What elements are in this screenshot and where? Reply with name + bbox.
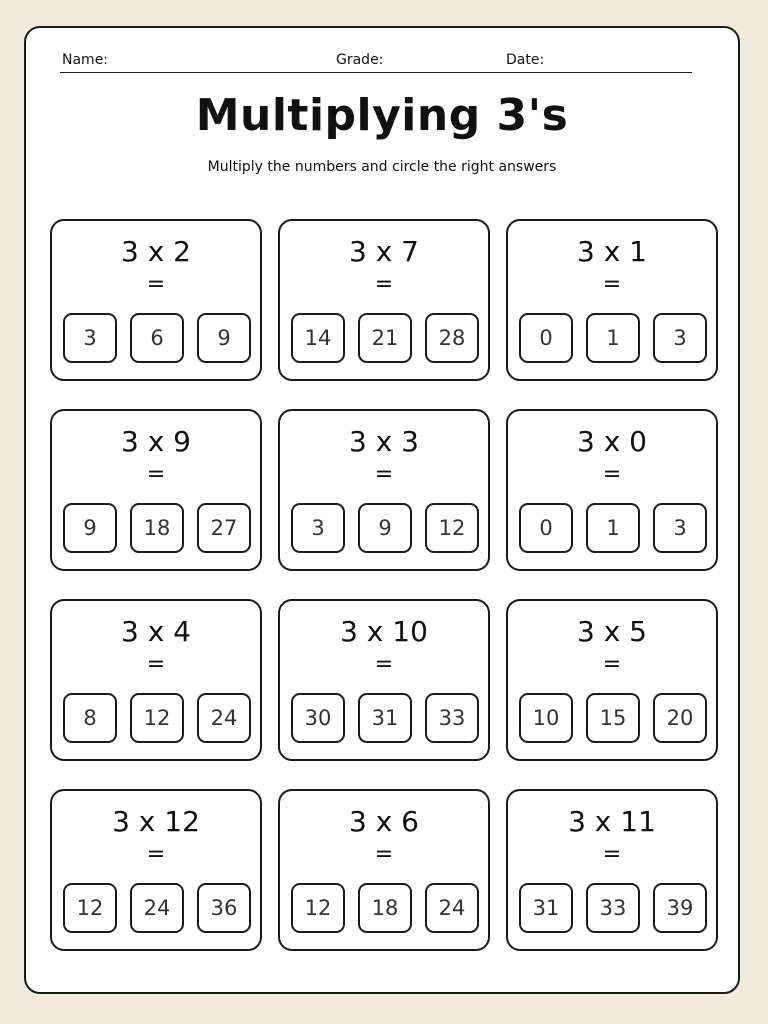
answer-choice[interactable]: 30 <box>291 693 345 743</box>
worksheet-sheet <box>24 26 740 994</box>
answer-choice[interactable]: 12 <box>130 693 184 743</box>
answer-choices <box>63 693 251 743</box>
problem-card-2 <box>278 219 490 381</box>
problem-card-3 <box>506 219 718 381</box>
answer-choice[interactable]: 3 <box>653 503 707 553</box>
answer-choice[interactable]: 9 <box>63 503 117 553</box>
answer-choices <box>291 503 479 553</box>
equals-sign: = <box>374 652 394 677</box>
problem-question: 3 x 5 <box>577 615 647 648</box>
student-info-line <box>60 48 692 73</box>
answer-choice[interactable]: 24 <box>425 883 479 933</box>
answer-choice[interactable]: 12 <box>291 883 345 933</box>
problem-card-10 <box>50 789 262 951</box>
answer-choice[interactable]: 15 <box>586 693 640 743</box>
problem-card-11 <box>278 789 490 951</box>
name-label: Name: <box>62 52 109 68</box>
answer-choice[interactable]: 1 <box>586 313 640 363</box>
answer-choice[interactable]: 27 <box>197 503 251 553</box>
answer-choice[interactable]: 24 <box>130 883 184 933</box>
problem-question: 3 x 6 <box>349 805 419 838</box>
problem-question: 3 x 1 <box>577 235 647 268</box>
answer-choice[interactable]: 9 <box>197 313 251 363</box>
answer-choices <box>63 503 251 553</box>
problem-question: 3 x 10 <box>340 615 428 648</box>
equals-sign: = <box>374 842 394 867</box>
answer-choice[interactable]: 6 <box>130 313 184 363</box>
answer-choice[interactable]: 33 <box>425 693 479 743</box>
problem-question: 3 x 4 <box>121 615 191 648</box>
date-label: Date: <box>506 52 545 68</box>
answer-choice[interactable]: 24 <box>197 693 251 743</box>
answer-choice[interactable]: 36 <box>197 883 251 933</box>
problem-card-6 <box>506 409 718 571</box>
equals-sign: = <box>146 842 166 867</box>
answer-choice[interactable]: 14 <box>291 313 345 363</box>
answer-choice[interactable]: 3 <box>291 503 345 553</box>
answer-choices <box>291 313 479 363</box>
answer-choice[interactable]: 21 <box>358 313 412 363</box>
problem-question: 3 x 2 <box>121 235 191 268</box>
equals-sign: = <box>602 462 622 487</box>
equals-sign: = <box>374 272 394 297</box>
answer-choices <box>291 693 479 743</box>
instructions-text: Multiply the numbers and circle the right answers <box>207 159 557 175</box>
problem-question: 3 x 0 <box>577 425 647 458</box>
answer-choice[interactable]: 18 <box>358 883 412 933</box>
problem-card-1 <box>50 219 262 381</box>
answer-choices <box>519 693 707 743</box>
problem-card-12 <box>506 789 718 951</box>
grade-label: Grade: <box>336 52 384 68</box>
equals-sign: = <box>602 652 622 677</box>
equals-sign: = <box>602 842 622 867</box>
answer-choice[interactable]: 10 <box>519 693 573 743</box>
answer-choice[interactable]: 12 <box>425 503 479 553</box>
problem-question: 3 x 3 <box>349 425 419 458</box>
equals-sign: = <box>602 272 622 297</box>
problem-question: 3 x 11 <box>568 805 656 838</box>
answer-choice[interactable]: 9 <box>358 503 412 553</box>
answer-choice[interactable]: 8 <box>63 693 117 743</box>
problem-card-7 <box>50 599 262 761</box>
answer-choices <box>291 883 479 933</box>
equals-sign: = <box>146 462 166 487</box>
answer-choice[interactable]: 0 <box>519 313 573 363</box>
problem-question: 3 x 9 <box>121 425 191 458</box>
equals-sign: = <box>146 272 166 297</box>
answer-choice[interactable]: 18 <box>130 503 184 553</box>
answer-choice[interactable]: 33 <box>586 883 640 933</box>
answer-choice[interactable]: 31 <box>519 883 573 933</box>
answer-choices <box>63 883 251 933</box>
answer-choice[interactable]: 39 <box>653 883 707 933</box>
answer-choice[interactable]: 31 <box>358 693 412 743</box>
problem-card-5 <box>278 409 490 571</box>
problem-card-8 <box>278 599 490 761</box>
answer-choices <box>519 503 707 553</box>
problem-card-4 <box>50 409 262 571</box>
answer-choices <box>519 883 707 933</box>
equals-sign: = <box>374 462 394 487</box>
answer-choice[interactable]: 12 <box>63 883 117 933</box>
equals-sign: = <box>146 652 166 677</box>
problem-question: 3 x 12 <box>112 805 200 838</box>
answer-choice[interactable]: 0 <box>519 503 573 553</box>
worksheet-title: Multiplying 3's <box>195 90 569 141</box>
answer-choice[interactable]: 20 <box>653 693 707 743</box>
problem-card-9 <box>506 599 718 761</box>
problem-grid <box>50 219 718 953</box>
answer-choice[interactable]: 1 <box>586 503 640 553</box>
problem-question: 3 x 7 <box>349 235 419 268</box>
answer-choices <box>519 313 707 363</box>
answer-choice[interactable]: 3 <box>653 313 707 363</box>
answer-choice[interactable]: 3 <box>63 313 117 363</box>
answer-choices <box>63 313 251 363</box>
answer-choice[interactable]: 28 <box>425 313 479 363</box>
